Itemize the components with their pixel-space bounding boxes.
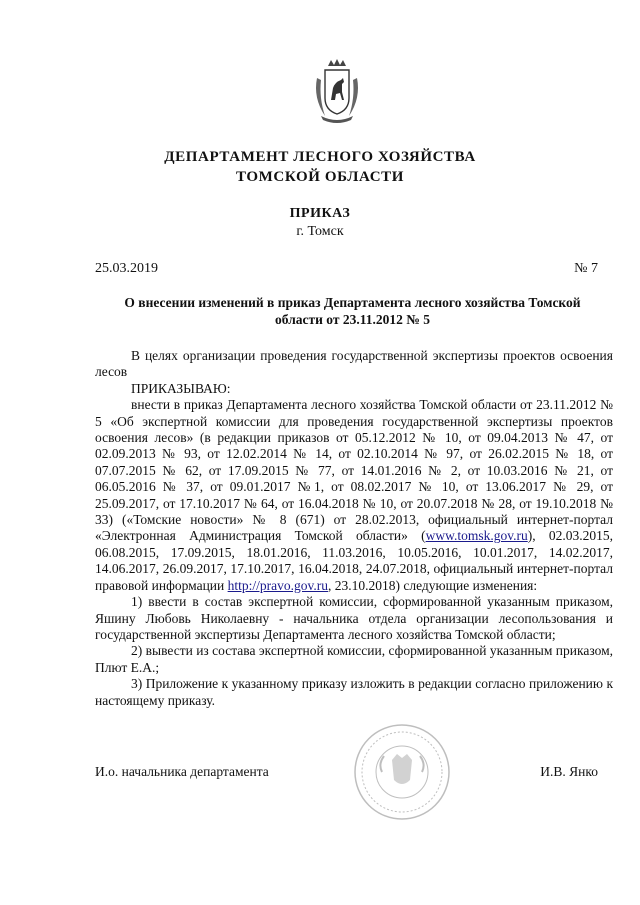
department-name-line2: ТОМСКОЙ ОБЛАСТИ [235,169,405,185]
pravo-gov-link[interactable]: http://pravo.gov.ru [227,577,328,593]
official-seal-icon [352,722,452,822]
intro-paragraph: В целях организации проведения государственной экспертизы проектов освоения лесов [95,348,613,380]
main-paragraph [95,397,613,594]
main-text-part3: , 23.10.2018) следующие изменения: [328,577,538,593]
main-text-part2: ), 02.03.2015, 06.08.2015, 17.09.2015, 18.01.2016, 11.03.2016, 10.05.2016, 10.01.2017, 14.02.2017, 14.06.2017, 26.09.2017, 17.10.2017, 16.04.2018, 24.07.2018, официальный интернет-портал правовой информации [95,528,613,593]
signatory-position: И.о. начальника департамента [95,764,269,779]
subject-line1: О внесении изменений в приказ Департамента лесного хозяйства Томской [124,295,581,310]
document-subject [95,294,610,328]
signatory-name: И.В. Янко [540,764,598,779]
document-number: № 7 [574,261,598,276]
main-text-part1: внести в приказ Департамента лесного хозяйства Томской области от 23.11.2012 № 5 «Об экспертной комиссии для проведения государственной экспертизы проектов освоения лесов» (в редакции приказов от 05.12.2012 № 10, от 09.04.2013 № 47, от 02.09.2013 № 93, от 12.02.2014 № 14, от 02.10.2014 № 97, от 26.02.2015 № 18, от 07.07.2015 № 62, от 17.09.2015 № 77, от 14.01.2016 № 2, от 10.03.2016 № 21, от 06.05.2016 № 37, от 09.01.2017 №1, от 08.02.2017 № 10, от 13.06.2017 № 29, от 25.09.2017, от 17.10.2017 № 64, от 16.04.2018 № 10, от 20.07.2018 № 28, от 19.10.2018 № 33) («Томские новости» № 8 (671) от 28.02.2013, официальный интернет-портал «Электронная Администрация Томской области» ( [95,397,613,544]
list-item-1: 1) ввести в состав экспертной комиссии, сформированной указанным приказом, Яшину Любовь Николаевну - начальника отдела организации лесопользования и государственной экспертизы Департамента лесного хозяйства Томской области; [95,594,613,642]
tomsk-gov-link[interactable]: www.tomsk.gov.ru [425,528,528,544]
subject-line2: области от 23.11.2012 № 5 [275,312,430,327]
coat-of-arms-icon [311,58,363,124]
document-city: г. Томск [296,224,344,239]
list-item-3: 3) Приложение к указанному приказу изложить в редакции согласно приложению к настоящему приказу. [95,676,613,708]
department-name-line1: ДЕПАРТАМЕНТ ЛЕСНОГО ХОЗЯЙСТВА [164,149,476,165]
document-body [95,348,613,709]
document-date: 25.03.2019 [95,261,158,276]
list-item-2: 2) вывести из состава экспертной комиссии, сформированной указанным приказом, Плют Е.А.; [95,643,613,675]
command-word: ПРИКАЗЫВАЮ: [131,380,231,396]
document-title: ПРИКАЗ [289,206,351,221]
